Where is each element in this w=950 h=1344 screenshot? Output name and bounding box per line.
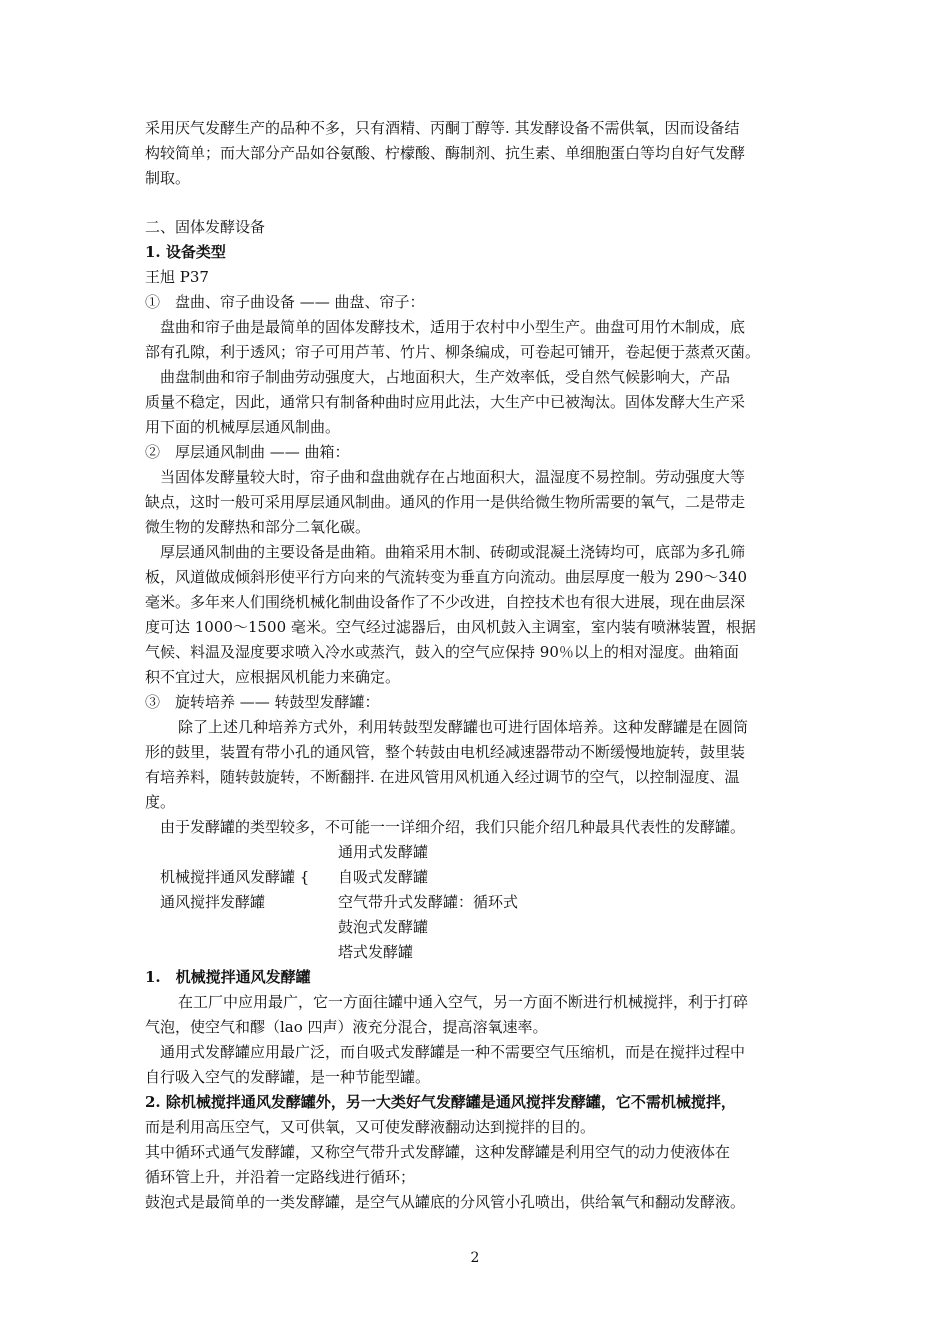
paragraph-line: 度可达 1000～1500 毫米。空气经过滤器后，由风机鼓入主调室，室内装有喷淋装置，根据 <box>145 618 756 636</box>
paragraph-line: 板，风道做成倾斜形使平行方向来的气流转变为垂直方向流动。曲层厚度一般为 290～340 <box>145 568 748 586</box>
paragraph-line: 其中循环式通气发酵罐，又称空气带升式发酵罐，这种发酵罐是利用空气的动力使液体在 <box>145 1143 731 1161</box>
paragraph-line: 缺点，这时一般可采用厚层通风制曲。通风的作用一是供给微生物所需要的氧气，二是带走 <box>145 493 746 511</box>
paragraph-line: 自行吸入空气的发酵罐，是一种节能型罐。 <box>145 1068 431 1086</box>
paragraph-line: 有培养料，随转鼓旋转，不断翻拌. 在进风管用风机通入经过调节的空气，以控制湿度、温 <box>145 768 740 786</box>
paragraph-line: 采用厌气发酵生产的品种不多，只有酒精、丙酮丁醇等. 其发酵设备不需供氧，因而设备结 <box>145 119 740 137</box>
classification-item: 空气带升式发酵罐：循环式 <box>338 893 519 911</box>
paragraph-line: 质量不稳定，因此，通常只有制备种曲时应用此法，大生产中已被淘汰。固体发酵大生产采 <box>145 393 746 411</box>
paragraph-line: 循环管上升，并沿着一定路线进行循环； <box>145 1168 416 1186</box>
paragraph-line: 气泡，使空气和醪（lao 四声）液充分混合，提高溶氧速率。 <box>145 1018 548 1036</box>
paragraph-line: 度。 <box>145 793 176 811</box>
paragraph-line: 微生物的发酵热和部分二氧化碳。 <box>145 518 371 536</box>
paragraph-line: 构较简单；而大部分产品如谷氨酸、柠檬酸、酶制剂、抗生素、单细胞蛋白等均自好气发酵 <box>145 144 746 162</box>
subsection-heading: 1. 机械搅拌通风发酵罐 <box>145 968 311 986</box>
paragraph-line: 毫米。多年来人们围绕机械化制曲设备作了不少改进，自控技术也有很大进展，现在曲层深 <box>145 593 746 611</box>
paragraph-line: 除了上述几种培养方式外，利用转鼓型发酵罐也可进行固体培养。这种发酵罐是在圆筒 <box>178 718 749 736</box>
paragraph-line: 部有孔隙，利于透风；帘子可用芦苇、竹片、柳条编成，可卷起可铺开，卷起便于蒸煮灭菌。 <box>145 343 761 361</box>
item-heading: ② 厚层通风制曲 —— 曲箱： <box>145 443 350 461</box>
paragraph-line: 气候、料温及湿度要求喷入冷水或蒸汽，鼓入的空气应保持 90％以上的相对湿度。曲箱面 <box>145 643 739 661</box>
subsection-heading: 1. 设备类型 <box>145 243 226 261</box>
item-heading: ① 盘曲、帘子曲设备 —— 曲盘、帘子： <box>145 293 425 311</box>
classification-item: 鼓泡式发酵罐 <box>338 918 429 936</box>
page-number: 2 <box>470 1250 480 1266</box>
paragraph-line: 形的鼓里，装置有带小孔的通风管，整个转鼓由电机经减速器带动不断缓慢地旋转，鼓里装 <box>145 743 746 761</box>
paragraph-line: 曲盘制曲和帘子制曲劳动强度大，占地面积大，生产效率低，受自然气候影响大，产品 <box>160 368 731 386</box>
paragraph-line: 在工厂中应用最广，它一方面往罐中通入空气，另一方面不断进行机械搅拌，利于打碎 <box>178 993 749 1011</box>
subsection-heading: 2. 除机械搅拌通风发酵罐外，另一大类好气发酵罐是通风搅拌发酵罐，它不需机械搅拌， <box>145 1093 736 1111</box>
classification-item: 通用式发酵罐 <box>338 843 429 861</box>
paragraph-line: 用下面的机械厚层通风制曲。 <box>145 418 341 436</box>
reference-note: 王旭 P37 <box>145 268 209 286</box>
section-heading: 二、固体发酵设备 <box>145 218 266 236</box>
paragraph-line: 由于发酵罐的类型较多，不可能一一详细介绍，我们只能介绍几种最具代表性的发酵罐。 <box>160 818 746 836</box>
item-heading: ③ 旋转培养 —— 转鼓型发酵罐： <box>145 693 380 711</box>
paragraph-line: 鼓泡式是最简单的一类发酵罐，是空气从罐底的分风管小孔喷出，供给氧气和翻动发酵液。 <box>145 1193 746 1211</box>
classification-group: 机械搅拌通风发酵罐 { <box>160 868 310 886</box>
classification-group: 通风搅拌发酵罐 <box>160 893 266 911</box>
paragraph-line: 当固体发酵量较大时，帘子曲和盘曲就存在占地面积大，温湿度不易控制。劳动强度大等 <box>160 468 746 486</box>
paragraph-line: 盘曲和帘子曲是最简单的固体发酵技术，适用于农村中小型生产。曲盘可用竹木制成，底 <box>160 318 746 336</box>
paragraph-line: 而是利用高压空气，又可供氧，又可使发酵液翻动达到搅拌的目的。 <box>145 1118 596 1136</box>
paragraph-line: 积不宜过大，应根据风机能力来确定。 <box>145 668 401 686</box>
classification-item: 塔式发酵罐 <box>338 943 414 961</box>
paragraph-line: 制取。 <box>145 169 191 187</box>
paragraph-line: 厚层通风制曲的主要设备是曲箱。曲箱采用木制、砖砌或混凝土浇铸均可，底部为多孔筛 <box>160 543 746 561</box>
classification-item: 自吸式发酵罐 <box>338 868 429 886</box>
paragraph-line: 通用式发酵罐应用最广泛，而自吸式发酵罐是一种不需要空气压缩机，而是在搅拌过程中 <box>160 1043 746 1061</box>
